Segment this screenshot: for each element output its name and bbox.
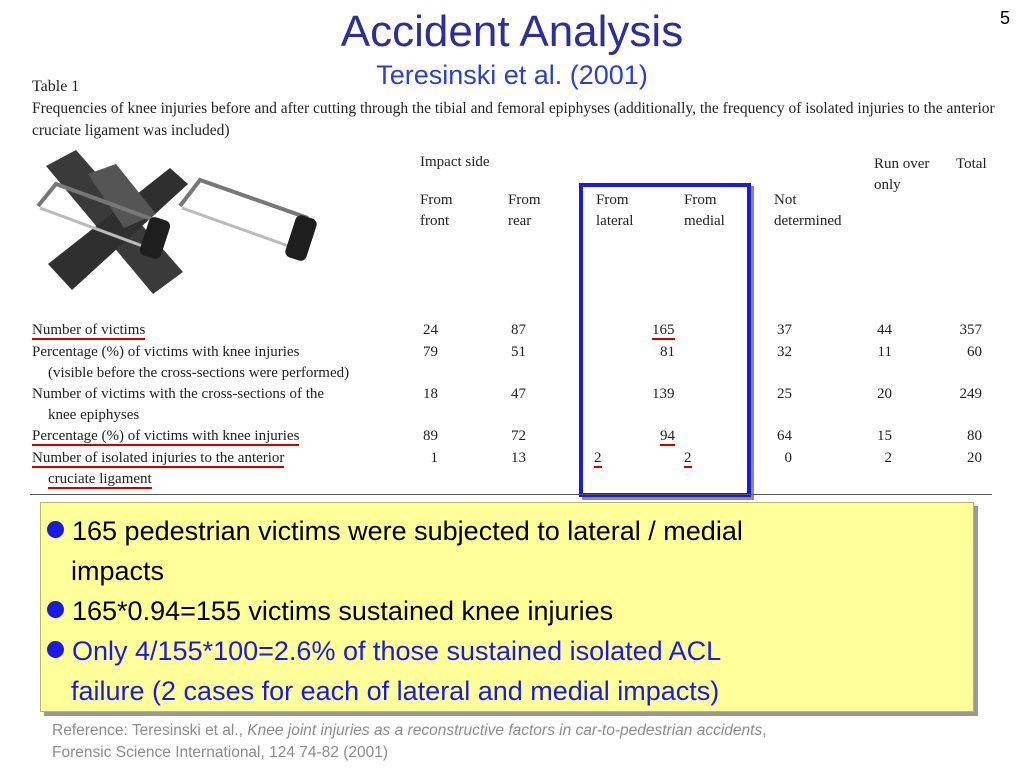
cell-run-over: 15 <box>877 428 892 444</box>
row-label-percentage-knee-injuries: Percentage (%) of victims with knee injuries <box>32 428 300 444</box>
table-bottom-rule <box>30 494 992 495</box>
row-label-number-of-victims: Number of victims <box>32 322 146 338</box>
cell-total: 20 <box>967 450 982 466</box>
cell-not-determined: 25 <box>777 386 792 402</box>
cell-run-over: 20 <box>877 386 892 402</box>
bullet-dot-icon <box>47 601 64 618</box>
cell-total: 60 <box>967 344 982 360</box>
cell-front: 89 <box>423 428 438 444</box>
slide-subtitle: Teresinski et al. (2001) <box>376 60 648 90</box>
header-run-over: Run over only <box>874 156 930 193</box>
cell-not-determined: 0 <box>784 450 792 466</box>
cell-rear: 87 <box>511 322 526 338</box>
cell-lateral: 2 <box>594 450 602 466</box>
header-impact-side: Impact side <box>420 154 490 170</box>
bullet-dot-icon <box>47 641 64 658</box>
header-from-rear: From rear <box>508 192 541 229</box>
cell-front: 18 <box>423 386 438 402</box>
cell-rear: 47 <box>511 386 526 402</box>
cell-run-over: 2 <box>884 450 892 466</box>
cell-run-over: 44 <box>877 322 892 338</box>
cell-not-determined: 64 <box>777 428 792 444</box>
row-label-isolated-acl: Number of isolated injuries to the anterior cruciate ligament <box>32 450 285 487</box>
table-caption: Frequencies of knee injuries before and after cutting through the tibial and femoral epiphyses (additionally, the frequency of isolated injuries to the anterior cruciate ligament was included) <box>32 100 995 139</box>
cell-total: 249 <box>959 386 982 402</box>
bullet-box <box>40 502 974 712</box>
cell-lateral-medial: 165 <box>652 322 675 338</box>
header-from-medial: From medial <box>684 192 725 229</box>
cell-lateral-medial: 139 <box>652 386 675 402</box>
reference-citation: Reference: Teresinski et al., Knee joint injuries as a reconstructive factors in car-to-pedestrian accidents, Forensic Science International, 124 74-82 (2001) <box>52 722 767 761</box>
slide-title: Accident Analysis <box>340 7 684 56</box>
slide-number: 5 <box>999 8 1010 28</box>
bullet-dot-icon <box>47 521 64 538</box>
cell-rear: 72 <box>511 428 526 444</box>
cell-front: 1 <box>430 450 438 466</box>
bullet-item: 165 pedestrian victims were subjected to lateral / medial impacts <box>47 511 947 591</box>
header-from-lateral: From lateral <box>596 192 634 229</box>
row-label-cross-sections: Number of victims with the cross-sections of the knee epiphyses <box>32 386 325 423</box>
cell-not-determined: 32 <box>777 344 792 360</box>
bullet-item-highlighted: Only 4/155*100=2.6% of those sustained isolated ACL failure (2 cases for each of lateral and medial impacts) <box>47 631 947 711</box>
table-label: Table 1 <box>32 78 80 95</box>
lateral-medial-highlight-box <box>579 183 751 497</box>
cell-medial: 2 <box>684 450 692 466</box>
cell-total: 357 <box>959 322 982 338</box>
cell-front: 79 <box>423 344 438 360</box>
header-not-determined: Not determined <box>774 192 842 229</box>
bullet-item: 165*0.94=155 victims sustained knee injuries <box>47 591 947 631</box>
hacksaw-right-icon <box>180 180 318 262</box>
row-label-percentage-visible: Percentage (%) of victims with knee injuries (visible before the cross-sections were performed) <box>32 344 350 381</box>
cell-total: 80 <box>967 428 982 444</box>
header-total: Total <box>956 156 987 172</box>
cell-lateral-medial: 94 <box>660 428 675 444</box>
cell-rear: 51 <box>511 344 526 360</box>
header-from-front: From front <box>420 192 453 229</box>
cell-run-over: 11 <box>877 344 892 360</box>
cell-rear: 13 <box>511 450 526 466</box>
saw-cut-illustration <box>28 144 328 309</box>
cell-not-determined: 37 <box>777 322 792 338</box>
cell-lateral-medial: 81 <box>660 344 675 360</box>
cell-front: 24 <box>423 322 438 338</box>
